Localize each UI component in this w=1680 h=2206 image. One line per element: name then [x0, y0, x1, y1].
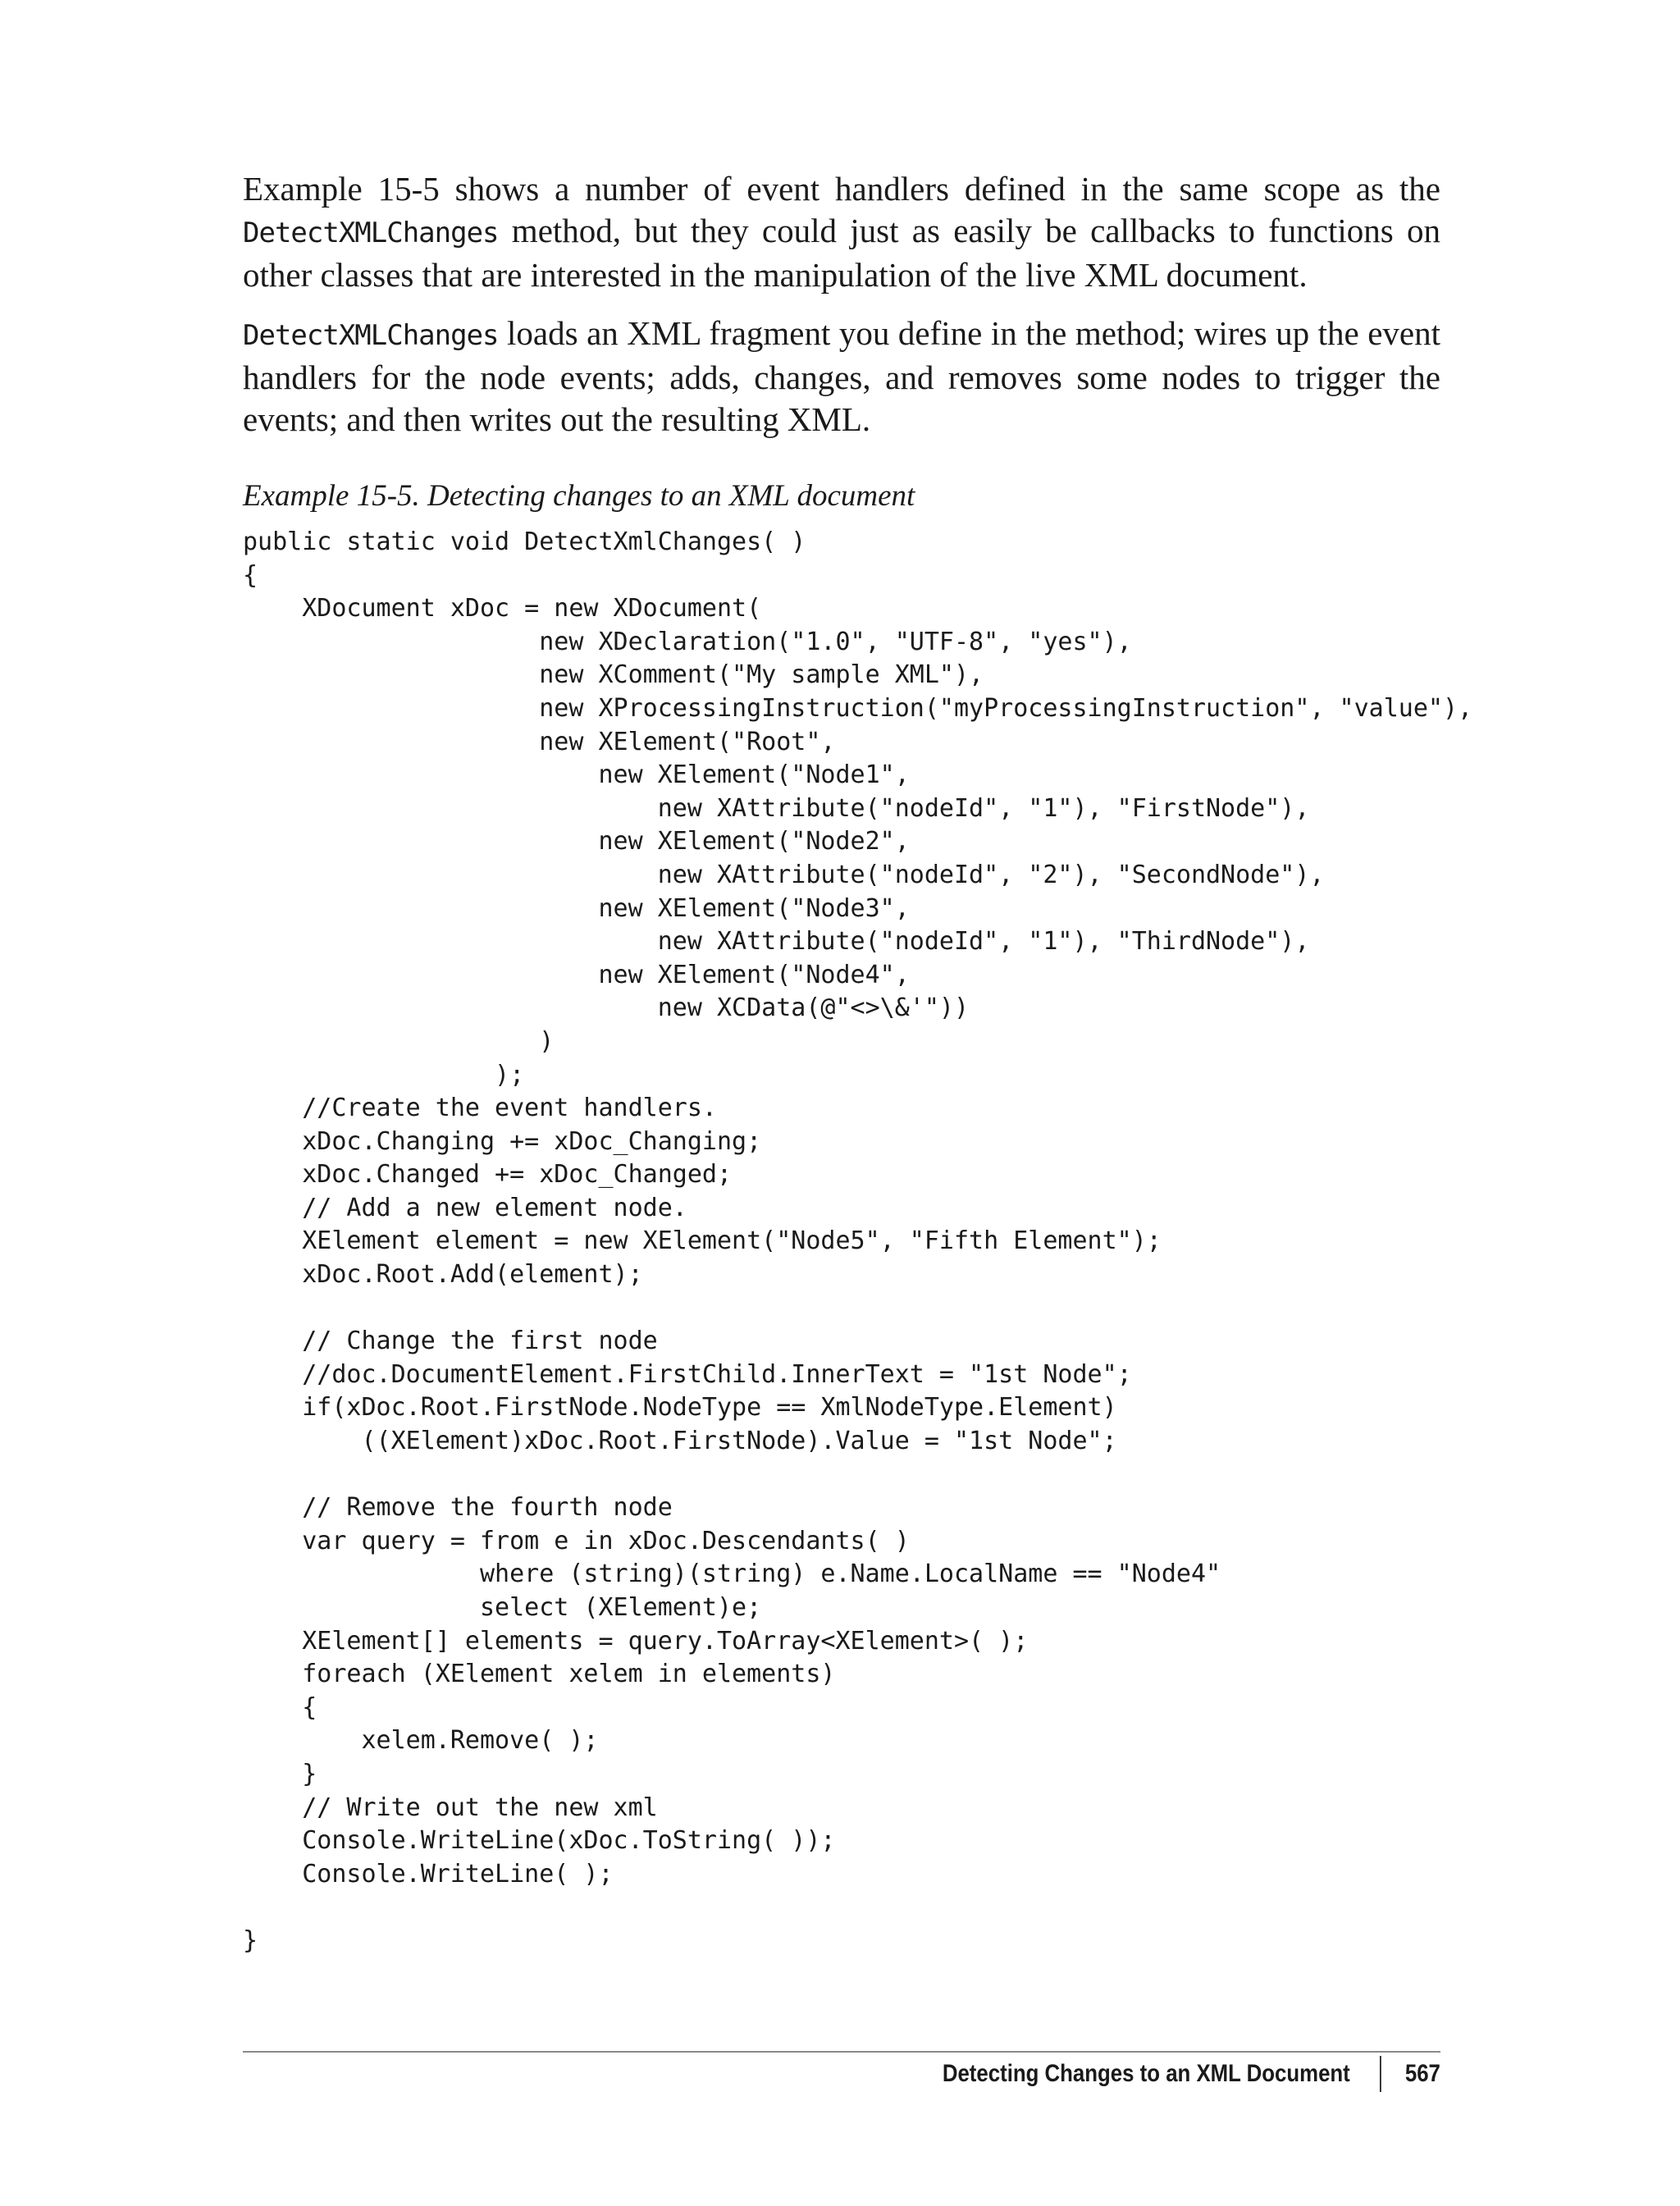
- code-line: {: [243, 560, 258, 590]
- code-line: // Remove the fourth node: [243, 1493, 673, 1523]
- code-listing: [243, 526, 1473, 1958]
- code-line: foreach (XElement xelem in elements): [243, 1660, 836, 1689]
- page-footer: [943, 2056, 1440, 2092]
- code-line: xDoc.Root.Add(element);: [243, 1260, 643, 1290]
- code-line: xelem.Remove( );: [243, 1726, 599, 1756]
- code-line: [243, 1891, 1440, 1925]
- code-line: xDoc.Changing += xDoc_Changing;: [243, 1126, 762, 1156]
- code-line: Console.WriteLine( );: [243, 1859, 614, 1889]
- code-line: XElement element = new XElement("Node5", "Fifth Element");: [243, 1226, 1162, 1256]
- intro-paragraph: [243, 168, 1440, 296]
- code-line: new XElement("Node3",: [243, 893, 910, 923]
- code-line: // Add a new element node.: [243, 1193, 687, 1222]
- code-line: Console.WriteLine(xDoc.ToString( ));: [243, 1826, 836, 1856]
- running-footer-title: Detecting Changes to an XML Document: [942, 2060, 1350, 2087]
- code-line: new XElement("Node2",: [243, 827, 910, 856]
- code-line: xDoc.Changed += xDoc_Changed;: [243, 1160, 733, 1190]
- code-line: new XAttribute("nodeId", "1"), "ThirdNode"),: [243, 927, 1310, 957]
- code-line: XDocument xDoc = new XDocument(: [243, 594, 762, 623]
- code-line: new XElement("Node1",: [243, 760, 910, 790]
- footer-rule: [243, 2051, 1440, 2053]
- code-line: }: [243, 1759, 317, 1788]
- footer-separator: [1380, 2056, 1381, 2092]
- code-line: XElement[] elements = query.ToArray<XElement>( );: [243, 1626, 1029, 1656]
- example-caption: Example 15-5. Detecting changes to an XML document: [243, 479, 915, 513]
- code-line: );: [243, 1060, 525, 1089]
- code-line: new XElement("Root",: [243, 727, 836, 756]
- code-line: if(xDoc.Root.FirstNode.NodeType == XmlNodeType.Element): [243, 1393, 1117, 1423]
- intro-text: Example 15-5 shows a number of event handlers defined in the same scope as the: [243, 170, 1440, 208]
- code-line: new XAttribute("nodeId", "2"), "SecondNode"),: [243, 860, 1325, 889]
- method-description-text: loads an XML fragment you define in the method; wires up the event handlers for the node events; adds, changes, and removes some nodes to trigger the events; and then writes out the resulting XML.: [243, 314, 1440, 438]
- code-line: }: [243, 1925, 258, 1955]
- code-line: where (string)(string) e.Name.LocalName == "Node4": [243, 1560, 1221, 1589]
- code-line: new XComment("My sample XML"),: [243, 660, 984, 690]
- code-line: ): [243, 1026, 555, 1056]
- code-line: [243, 1292, 1440, 1326]
- code-line: {: [243, 1692, 317, 1722]
- method-description-paragraph: [243, 313, 1440, 441]
- inline-code-method-name: DetectXMLChanges: [243, 217, 499, 249]
- code-line: public static void DetectXmlChanges( ): [243, 528, 806, 556]
- page-content: [243, 168, 1473, 1958]
- page-number: 567: [1404, 2060, 1440, 2087]
- code-line: new XElement("Node4",: [243, 960, 910, 989]
- code-line: var query = from e in xDoc.Descendants( ): [243, 1526, 910, 1555]
- code-line: new XDeclaration("1.0", "UTF-8", "yes"),: [243, 627, 1132, 656]
- code-line: new XCData(@"<>\&'")): [243, 993, 970, 1023]
- code-line: [243, 1459, 1440, 1492]
- code-line: new XAttribute("nodeId", "1"), "FirstNode"),: [243, 793, 1310, 823]
- code-line: //Create the event handlers.: [243, 1094, 717, 1123]
- code-line: // Change the first node: [243, 1327, 658, 1356]
- code-line: new XProcessingInstruction("myProcessingInstruction", "value"),: [243, 693, 1473, 723]
- inline-code-method-name: DetectXMLChanges: [243, 319, 499, 352]
- code-line: ((XElement)xDoc.Root.FirstNode).Value = "1st Node";: [243, 1427, 1117, 1456]
- code-line: // Write out the new xml: [243, 1793, 658, 1822]
- code-line: //doc.DocumentElement.FirstChild.InnerText = "1st Node";: [243, 1359, 1132, 1389]
- intro-text-continued: method, but they could just as easily be callbacks to functions on other classes that are interested in the manipulation of the live XML document.: [243, 212, 1440, 294]
- code-line: select (XElement)e;: [243, 1593, 762, 1622]
